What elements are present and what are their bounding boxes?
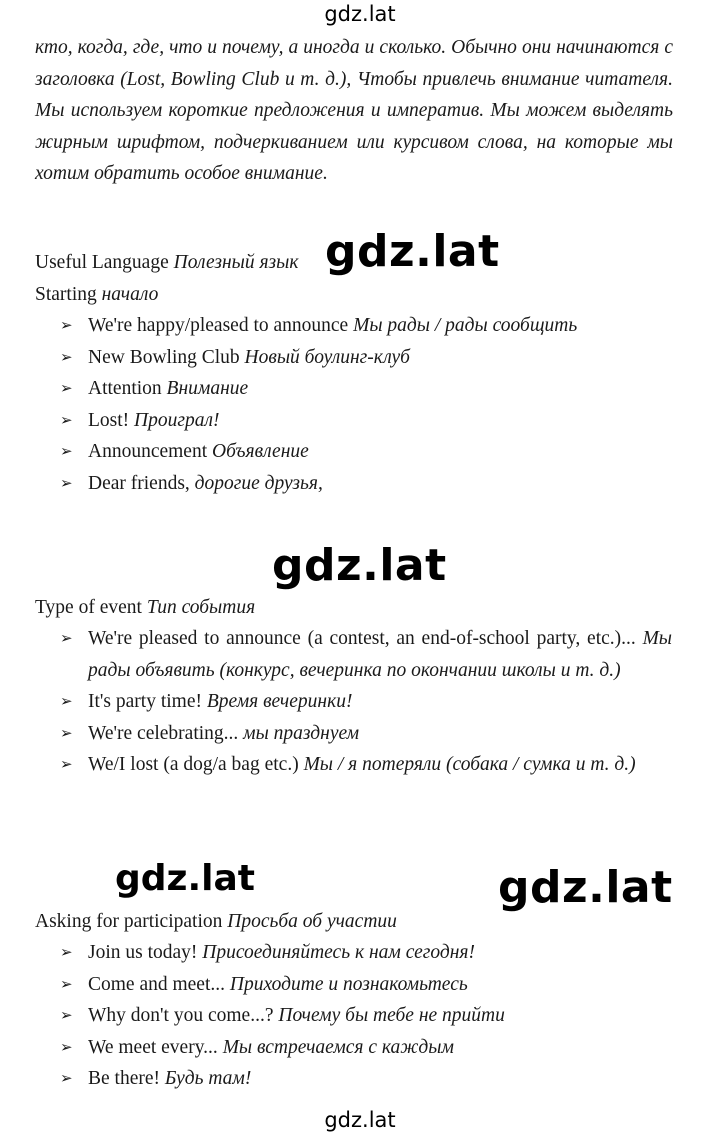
list-item	[60, 310, 672, 342]
list-item	[60, 686, 672, 718]
list-item	[60, 405, 672, 437]
item-ru: Мы / я потеряли (собака / сумка и т. д.)	[303, 754, 636, 775]
list-item	[60, 749, 672, 781]
starting-list	[60, 310, 672, 499]
item-ru: Будь там!	[164, 1068, 252, 1089]
item-en: We're happy/pleased to announce	[88, 315, 349, 336]
type-of-event-list	[60, 623, 672, 781]
type-of-event-heading	[35, 597, 255, 619]
arrow-bullet-icon: ➢	[60, 1006, 73, 1024]
watermark-large-2: gdz.lat	[272, 540, 447, 591]
item-ru: Внимание	[166, 378, 249, 399]
item-ru: Время вечеринки!	[206, 691, 353, 712]
list-item	[60, 1032, 672, 1064]
item-en: Announcement	[88, 441, 208, 462]
starting-heading	[35, 284, 158, 306]
list-item	[60, 342, 672, 374]
arrow-bullet-icon: ➢	[60, 629, 73, 647]
item-ru: Мы рады объявить (конкурс, вечеринка по окончании школы и т. д.)	[88, 628, 673, 681]
asking-heading-ru: Просьба об участии	[227, 911, 397, 932]
item-en: Attention	[88, 378, 162, 399]
item-ru: Проиграл!	[134, 409, 220, 431]
item-en: Join us today!	[88, 942, 198, 963]
arrow-bullet-icon: ➢	[60, 442, 73, 460]
arrow-bullet-icon: ➢	[60, 347, 73, 366]
list-item	[60, 937, 672, 969]
arrow-bullet-icon: ➢	[60, 943, 73, 961]
useful-language-heading	[35, 252, 298, 274]
arrow-bullet-icon: ➢	[60, 379, 73, 397]
arrow-bullet-icon: ➢	[60, 1069, 73, 1087]
item-ru: дорогие друзья,	[194, 472, 323, 494]
watermark-mid-right: gdz.lat	[498, 862, 673, 913]
list-item	[60, 436, 672, 468]
item-en: We/I lost (a dog/a bag etc.)	[88, 754, 299, 775]
item-en: It's party time!	[88, 691, 202, 712]
arrow-bullet-icon: ➢	[60, 974, 73, 993]
list-item	[60, 1063, 672, 1095]
item-ru: Почему бы тебе не прийти	[278, 1005, 505, 1026]
list-item	[60, 1000, 672, 1032]
arrow-bullet-icon: ➢	[60, 755, 73, 773]
watermark-mid-left: gdz.lat	[115, 858, 256, 899]
item-en: Lost!	[88, 409, 130, 431]
list-item	[60, 468, 672, 500]
item-en: Dear friends,	[88, 472, 190, 494]
item-en: Why don't you come...?	[88, 1005, 274, 1026]
type-of-event-heading-ru: Тип события	[146, 597, 256, 618]
arrow-bullet-icon: ➢	[60, 316, 73, 334]
item-ru: Объявление	[212, 441, 309, 462]
item-en: We meet every...	[88, 1036, 218, 1058]
starting-heading-en: Starting	[35, 284, 97, 305]
useful-language-en: Useful Language	[35, 252, 169, 273]
item-ru: Приходите и познакомьтесь	[229, 973, 468, 995]
watermark-top: gdz.lat	[324, 2, 396, 26]
item-ru: Новый боулинг-клуб	[244, 346, 410, 368]
arrow-bullet-icon: ➢	[60, 692, 73, 710]
item-en: We're pleased to announce (a contest, an end-of-school party, etc.)...	[88, 628, 636, 649]
item-en: We're celebrating...	[88, 722, 239, 744]
list-item	[60, 969, 672, 1001]
arrow-bullet-icon: ➢	[60, 1037, 73, 1056]
useful-language-ru: Полезный язык	[173, 252, 299, 273]
watermark-large-1: gdz.lat	[325, 226, 500, 277]
item-en: New Bowling Club	[88, 346, 240, 368]
asking-heading	[35, 911, 397, 933]
watermark-bottom: gdz.lat	[324, 1108, 396, 1132]
item-ru: мы празднуем	[243, 722, 360, 744]
item-en: Come and meet...	[88, 973, 226, 995]
item-ru: Мы встречаемся с каждым	[222, 1036, 454, 1058]
asking-list	[60, 937, 672, 1095]
arrow-bullet-icon: ➢	[60, 473, 73, 492]
asking-heading-en: Asking for participation	[35, 911, 223, 932]
item-ru: Присоединяйтесь к нам сегодня!	[202, 942, 475, 963]
item-en: Be there!	[88, 1068, 161, 1089]
list-item	[60, 623, 672, 686]
item-ru: Мы рады / рады сообщить	[353, 315, 578, 336]
arrow-bullet-icon: ➢	[60, 723, 73, 742]
intro-paragraph: кто, когда, где, что и почему, а иногда и сколько. Обычно они начинаются с заголовка (Lost, Bowling Club и т. д.), Чтобы привлечь внимание читателя. Мы используем короткие предложения и императив. Мы можем выделять жирным шрифтом, подчеркиванием или курсивом слова, на которые мы хотим обратить особое внимание.	[35, 37, 673, 184]
arrow-bullet-icon: ➢	[60, 410, 73, 429]
type-of-event-heading-en: Type of event	[35, 597, 142, 618]
list-item	[60, 718, 672, 750]
list-item	[60, 373, 672, 405]
starting-heading-ru: начало	[101, 284, 159, 305]
